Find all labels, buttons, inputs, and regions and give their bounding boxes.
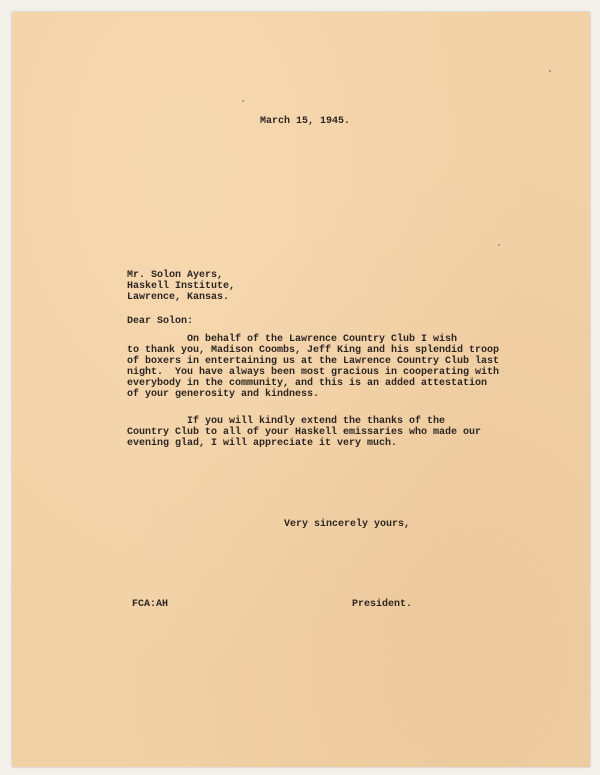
salutation: Dear Solon: xyxy=(127,316,194,327)
paper-speck xyxy=(498,244,500,246)
paragraph-2-line: evening glad, I will appreciate it very much. xyxy=(127,438,398,449)
recipient-name: Mr. Solon Ayers, xyxy=(127,270,224,281)
paragraph-1-line: On behalf of the Lawrence Country Club I wish xyxy=(127,334,458,345)
paragraph-1-line: everybody in the community, and this is an added attestation xyxy=(127,378,488,389)
paragraph-1-line: of your generosity and kindness. xyxy=(127,389,320,400)
reference-initials: FCA:AH xyxy=(132,599,169,610)
paragraph-2-line: If you will kindly extend the thanks of the xyxy=(127,416,446,427)
closing: Very sincerely yours, xyxy=(284,519,411,530)
signer-title: President. xyxy=(352,599,413,610)
letter-date: March 15, 1945. xyxy=(260,116,351,127)
letter-page xyxy=(12,12,590,767)
paragraph-1-line: of boxers in entertaining us at the Lawrence Country Club last xyxy=(127,356,500,367)
paragraph-1-line: to thank you, Madison Coombs, Jeff King and his splendid troop xyxy=(127,345,500,356)
recipient-city: Lawrence, Kansas. xyxy=(127,292,230,303)
paragraph-1-line: night. You have always been most gracious in cooperating with xyxy=(127,367,500,378)
paper-speck xyxy=(549,70,551,72)
paper-speck xyxy=(242,100,244,102)
recipient-institution: Haskell Institute, xyxy=(127,281,236,292)
paragraph-2-line: Country Club to all of your Haskell emissaries who made our xyxy=(127,427,482,438)
